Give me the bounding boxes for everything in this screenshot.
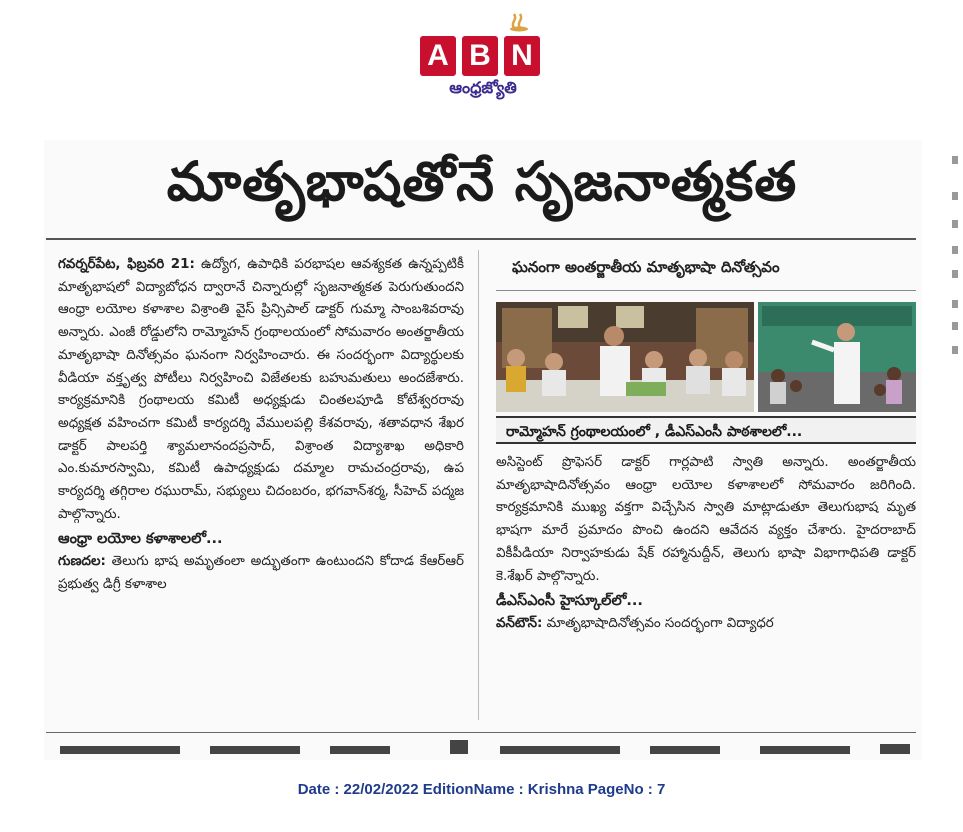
library-photo — [496, 302, 754, 412]
adjacent-column-fragment — [950, 150, 962, 360]
bottom-divider — [46, 732, 916, 733]
subhead-loyola: ఆంధ్రా లయోల కళాశాలలో... — [58, 531, 223, 548]
left-column — [58, 254, 464, 597]
article-headline: మాతృభాషతోనే సృజనాత్మకత — [166, 150, 798, 213]
column-divider — [478, 250, 479, 720]
kicker-headline: ఘనంగా అంతర్జాతీయ మాతృభాషా దినోత్సవం — [512, 258, 780, 276]
steam-cup-icon — [508, 10, 530, 32]
abn-andhrajyothy-logo — [418, 10, 548, 100]
event-photos — [496, 302, 916, 412]
photo-caption: రామ్మోహన్ గ్రంథాలయంలో , డీఎస్ఎంసీ పాఠశాలలో... — [496, 416, 916, 444]
logo-letter-n: N — [504, 36, 540, 76]
kicker-divider — [496, 290, 916, 291]
dateline: గవర్నర్‌పేట, ఫిబ్రవరి 21: — [58, 257, 195, 272]
left-body-text: ఉద్యోగ, ఉపాధికి పరభాషల ఆవశ్యకత ఉన్నప్పటికీ మాతృభాషలో విద్యాబోధన ద్వారానే చిన్నారుల్లో సృజనాత్మకత పెరుగుతుందని ఆంధ్రా లయోల కళాశాల విశ్రాంతి వైస్ ప్రిన్సిపాల్ డాక్టర్ గుమ్మా సాంబశివరావు అన్నారు. ఎంజీ రోడ్డులోని రామ్మోహన్ గ్రంథాలయంలో సోమవారం అంతర్జాతీయ మాతృభాషా దినోత్సవం ఘనంగా నిర్వహించారు. ఈ సందర్భంగా విద్యార్థులకు వీడియా వక్తృత్వ పోటీలు నిర్వహించి విజేతలకు బహుమతులు అందజేశారు. కార్యక్రమానికి గ్రంథాలయ కమిటీ అధ్యక్షుడు చింతలపూడి కోటేశ్వరరావు అధ్యక్షత వహించగా కమిటీ కార్యదర్శి వేములపల్లి కేశవరావు, శతావధాన శేఖర డాక్టర్ పాలపర్తి శ్యామలానందప్రసాద్, విశ్రాంత విద్యాశాఖ అధికారి ఎం.కుమారస్వామి, కమిటీ ఉపాధ్యక్షుడు దమ్మాల రామచంద్రరావు, ఉప కార్యదర్శి తగ్గిరాల రఘురామ్, సభ్యులు చిదంబరం, భగవాన్‌శర్మ, సీహెచ్ పద్మజ పాల్గొన్నారు. — [58, 257, 464, 522]
right-column — [496, 452, 916, 636]
logo-subtitle: ఆంధ్రజ్యోతి — [449, 78, 517, 97]
onetown-dateline: వన్‌టౌన్: — [496, 615, 543, 631]
left-body-paragraph — [58, 254, 464, 526]
onetown-paragraph — [496, 613, 916, 636]
logo-letter-b: B — [462, 36, 498, 76]
gunadala-dateline: గుణదల: — [58, 554, 106, 570]
edition-footer: Date : 22/02/2022 EditionName : Krishna PageNo : 7 — [297, 781, 666, 798]
onetown-text: మాతృభాషాదినోత్సవం సందర్భంగా విద్యాధర — [546, 615, 774, 631]
cutoff-next-headline — [60, 740, 916, 754]
gunadala-text: తెలుగు భాష అమృతంలా అద్భుతంగా ఉంటుందని కోదాడ కేఆర్ఆర్ ప్రభుత్వ డిగ్రీ కళాశాల — [58, 554, 464, 592]
subhead-dsmc: డీఎస్ఎంసీ హైస్కూల్‌లో... — [496, 593, 643, 610]
right-body-text: అసిస్టెంట్ ప్రొఫెసర్ డాక్టర్ గార్లపాటి స్వాతి అన్నారు. అంతర్జాతీయ మాతృభాషాదినోత్సవం ఆంధ్రా లయోల కళాశాలలో సోమవారం జరిగింది. కార్యక్రమానికి ముఖ్య వక్తగా విచ్చేసిన స్వాతి మాట్లాడుతూ తెలుగుభాష మృత భాషగా మారే ప్రమాదం పొంచి ఉందని ఆవేదన వ్యక్తం చేశారు. హైదరాబాద్ వికీపీడియా నిర్వాహకుడు షేక్ రహ్మానుద్దీన్, తెలుగు భాషా విభాగాధిపతి డాక్టర్ కె.శేఖర్ పాల్గొన్నారు. — [496, 455, 916, 584]
headline-divider — [46, 238, 916, 240]
gunadala-paragraph — [58, 551, 464, 596]
logo-letter-a: A — [420, 36, 456, 76]
school-photo — [758, 302, 916, 412]
